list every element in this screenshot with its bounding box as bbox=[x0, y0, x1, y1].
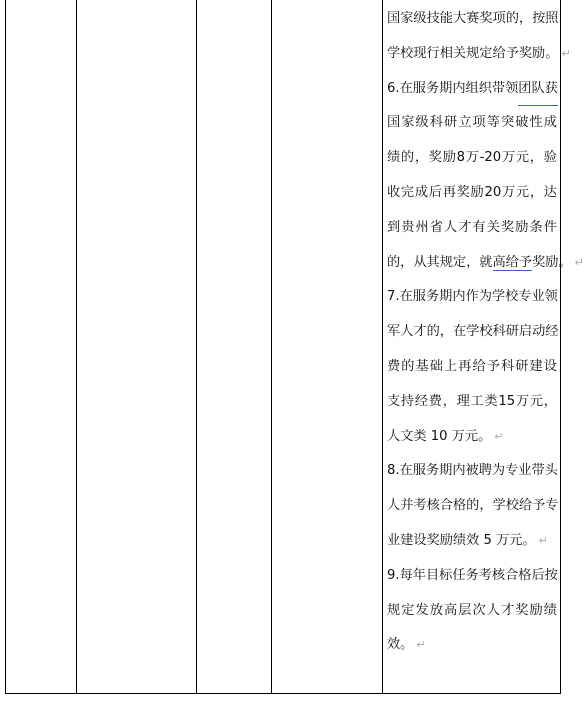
column-divider-3 bbox=[271, 0, 272, 693]
text-line-content: 人文类 10 万元。 bbox=[387, 428, 492, 444]
text-line: 9. 每 年 目 标 任 务 考 核 合 格 后 按 bbox=[387, 567, 558, 583]
text-line bbox=[387, 246, 584, 281]
text-line: 规 定 发 放 高 层 次 人 才 奖 励 绩 bbox=[387, 602, 557, 618]
text-line: 绩 的 ， 奖 励 8 万 -20 万 元 ， 验 bbox=[387, 150, 557, 166]
text-line-content: 学校现行相关规定给予奖励。 bbox=[387, 45, 559, 61]
paragraph-mark-icon: ↵ bbox=[494, 429, 504, 443]
text-line-content: 业建设奖励绩效 5 万元。 bbox=[387, 532, 536, 548]
text-line bbox=[387, 37, 571, 72]
text-line: 6. 在 服 务 期 内 组 织 带 领 团 队 获 bbox=[387, 72, 557, 107]
text-line: 7. 在 服 务 期 内 作 为 学 校 专 业 领 bbox=[387, 289, 558, 305]
text-line: 国 家 级 科 研 立 项 等 突 破 性 成 bbox=[387, 115, 557, 131]
column-divider-4 bbox=[382, 0, 383, 693]
text-line: 国 家 级 技 能 大 赛 奖 项 的 ， 按 照 bbox=[387, 11, 559, 26]
paragraph-mark-icon: ↵ bbox=[561, 46, 571, 60]
text-line-content: 的，从其规定，就高给予奖励。 bbox=[387, 254, 572, 270]
text-line: 费 的 基 础 上 再 给 予 科 研 建 设 bbox=[387, 358, 557, 374]
text-line: 到 贵 州 省 人 才 有 关 奖 励 条 件 bbox=[387, 219, 557, 235]
text-line: 支 持 经 费 ， 理 工 类 15 万 元 ， bbox=[387, 393, 557, 409]
text-line: 人 并 考 核 合 格 的 ， 学 校 给 予 专 bbox=[387, 498, 559, 514]
text-line bbox=[387, 628, 557, 663]
paragraph-mark-icon: ↵ bbox=[574, 255, 584, 269]
paragraph-mark-icon: ↵ bbox=[538, 533, 548, 547]
text-line: 收 完 成 后 再 奖 励 20 万 元 ， 达 bbox=[387, 184, 557, 200]
text-line: 军 人 才 的 ， 在 学 校 科 研 启 动 经 bbox=[387, 324, 559, 340]
column-divider-1 bbox=[76, 0, 77, 693]
text-line bbox=[387, 524, 557, 559]
paragraph-mark-icon: ↵ bbox=[416, 638, 426, 652]
column-divider-2 bbox=[196, 0, 197, 693]
text-line-content: 效。 bbox=[387, 637, 414, 653]
reward-description-cell bbox=[387, 2, 584, 663]
text-line: 8. 在 服 务 期 内 被 聘 为 专 业 带 头 bbox=[387, 463, 558, 479]
text-line bbox=[387, 420, 557, 455]
